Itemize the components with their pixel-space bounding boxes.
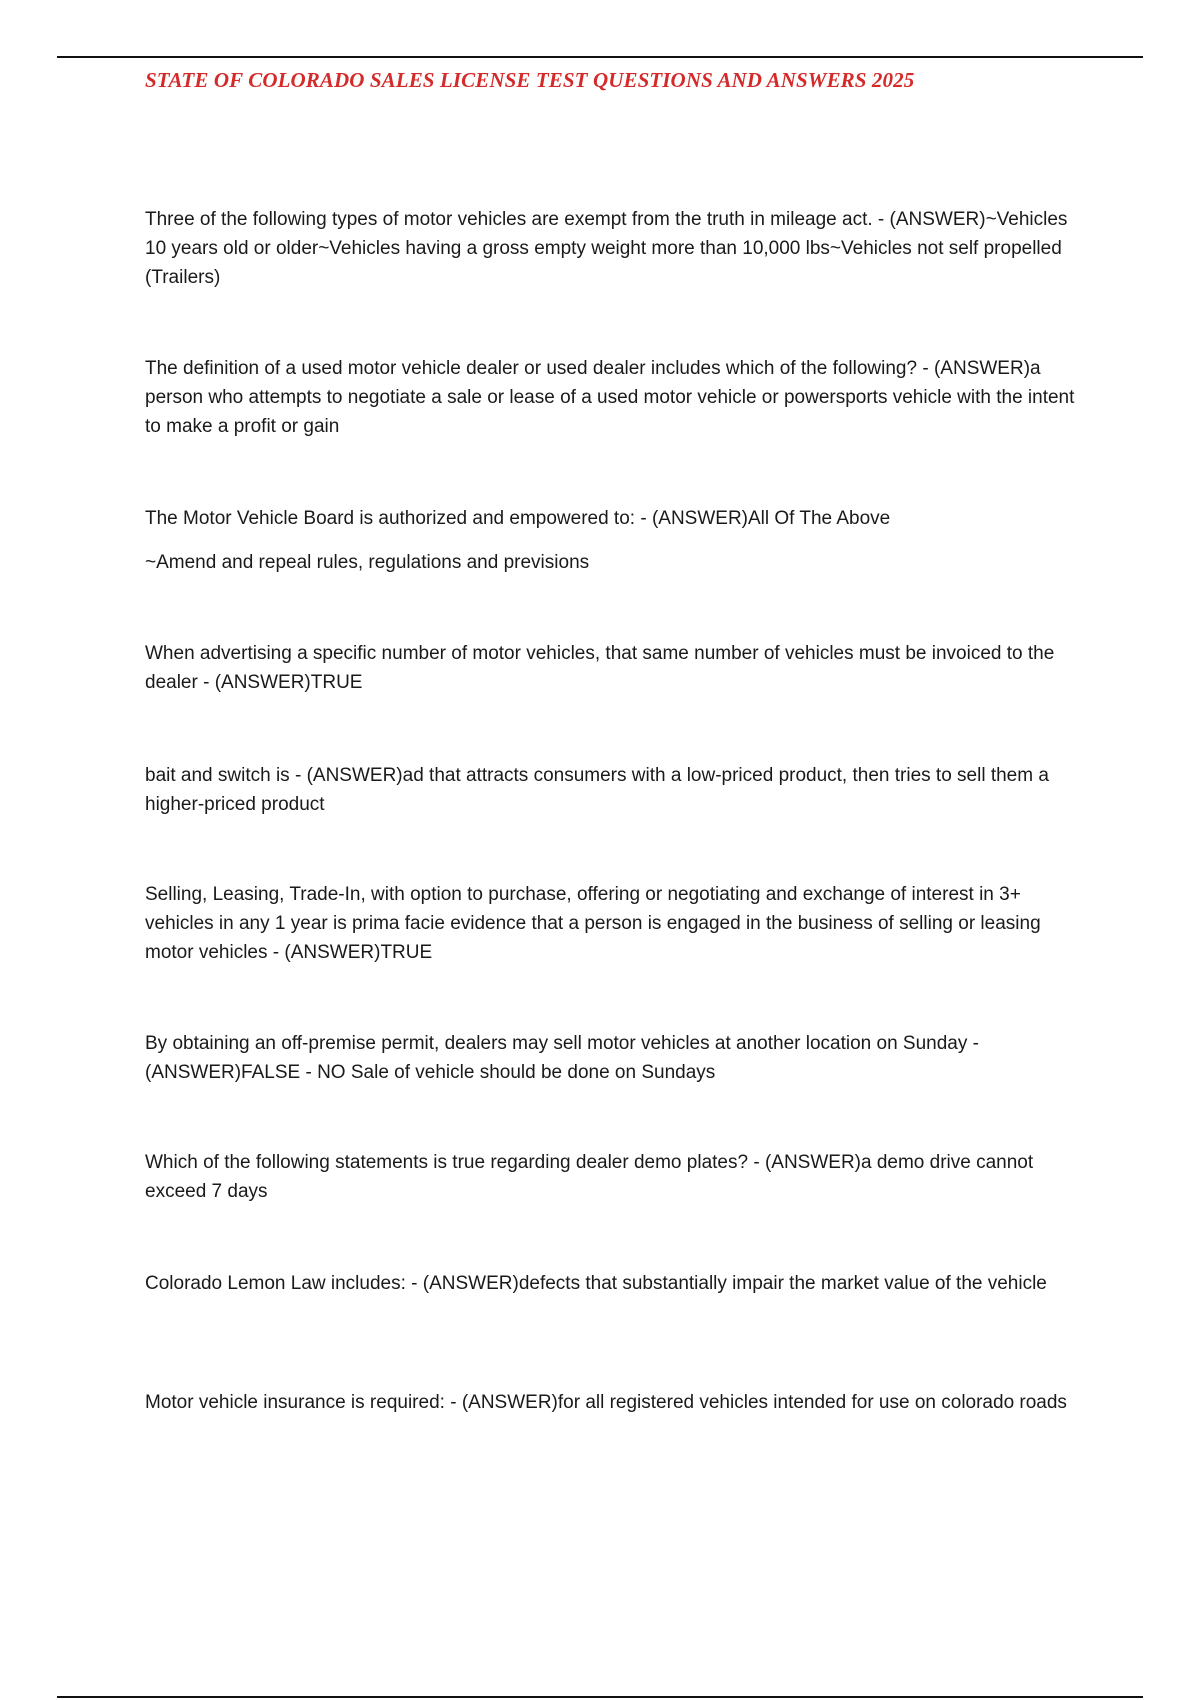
answer-text: (ANSWER)defects that substantially impair the market value of the vehicle xyxy=(422,1273,1047,1294)
question-text: When advertising a specific number of motor vehicles, that same number of vehicles must be invoiced to the dealer - xyxy=(145,643,1055,693)
qa-item xyxy=(145,205,1090,292)
footer-rule xyxy=(57,1696,1143,1698)
qa-item xyxy=(145,354,1090,441)
qa-item xyxy=(145,639,1090,697)
answer-text: (ANSWER)ad that attracts consumers with a low-priced product, then tries to sell them a higher-priced product xyxy=(145,765,1049,815)
question-text: Which of the following statements is true regarding dealer demo plates? - xyxy=(145,1152,760,1173)
question-text: Three of the following types of motor vehicles are exempt from the truth in mileage act. - xyxy=(145,209,885,230)
answer-text: (ANSWER)a person who attempts to negotiate a sale or lease of a used motor vehicle or powersports vehicle with the intent to make a profit or gain xyxy=(145,358,1075,437)
answer-text: (ANSWER)TRUE xyxy=(284,942,433,963)
qa-item xyxy=(145,761,1090,819)
answer-text: (ANSWER)for all registered vehicles intended for use on colorado roads xyxy=(461,1392,1067,1413)
answer-text: (ANSWER)FALSE - NO Sale of vehicle should be done on Sundays xyxy=(145,1062,716,1083)
answer-detail: ~Amend and repeal rules, regulations and previsions xyxy=(145,552,590,573)
qa-item xyxy=(145,1148,1090,1206)
question-text: Selling, Leasing, Trade-In, with option to purchase, offering or negotiating and exchange of interest in 3+ vehicles in any 1 year is prima facie evidence that a person is engaged in the business of selling or leasing motor vehicles - xyxy=(145,884,1041,963)
qa-item xyxy=(145,504,1090,533)
qa-item xyxy=(145,1388,1090,1417)
question-text: The Motor Vehicle Board is authorized and empowered to: - xyxy=(145,508,647,529)
qa-item xyxy=(145,880,1090,967)
question-text: Colorado Lemon Law includes: - xyxy=(145,1273,418,1294)
answer-text: (ANSWER)TRUE xyxy=(214,672,363,693)
question-text: By obtaining an off-premise permit, dealers may sell motor vehicles at another location on Sunday - xyxy=(145,1033,979,1054)
answer-text: (ANSWER)~Vehicles 10 years old or older~Vehicles having a gross empty weight more than 10,000 lbs~Vehicles not self propelled (Trailers) xyxy=(145,209,1068,288)
qa-item xyxy=(145,1029,1090,1087)
answer-text: (ANSWER)a demo drive cannot exceed 7 days xyxy=(145,1152,1034,1202)
question-text: Motor vehicle insurance is required: - xyxy=(145,1392,457,1413)
question-text: The definition of a used motor vehicle dealer or used dealer includes which of the following? - xyxy=(145,358,929,379)
header-rule xyxy=(57,56,1143,58)
document-title: STATE OF COLORADO SALES LICENSE TEST QUESTIONS AND ANSWERS 2025 xyxy=(145,68,915,92)
question-text: bait and switch is - xyxy=(145,765,302,786)
answer-text: (ANSWER)All Of The Above xyxy=(651,508,891,529)
qa-item xyxy=(145,1269,1090,1298)
